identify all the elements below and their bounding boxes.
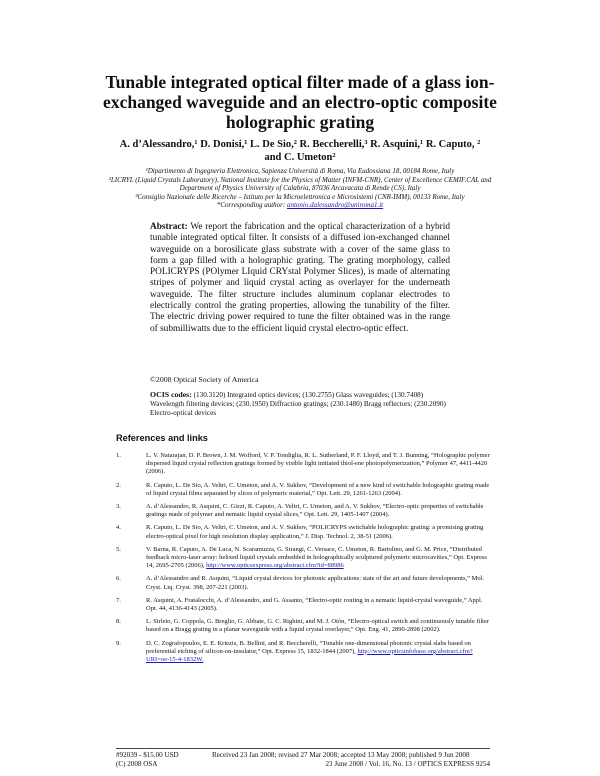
reference-text: D. C. Zografopoulos, E. E. Kriezis, B. Bellini, and R. Beccherelli, “Tunable one-dimensional photonic crystal slabs based on preferential etching of silicon-on-insulator,” Opt. Express 15, 1832-1844 (2007), [146,639,471,655]
corresponding-author [108,201,492,210]
reference-number: 4. [116,524,121,532]
paper-title: Tunable integrated optical filter made of a glass ion-exchanged waveguide and an electro-optic composite holographic grating [103,72,497,132]
reference-number: 6. [116,575,121,583]
reference-text: R. Caputo, L. De Sio, A. Veltri, C. Umeton, and A. V. Sukhov, “Development of a new kind of switchable holographic grating made of liquid crystal films separated by slices of polymeric material,” Opt. Lett. 29, 1261-1263 (2004). [146,481,490,497]
reference-number: 5. [116,545,121,553]
author-list: A. d’Alessandro,¹ D. Donisi,¹ L. De Sio,² R. Beccherelli,³ R. Asquini,¹ R. Caputo, ² and C. Umeton² [119,139,481,163]
abstract [150,222,450,335]
affiliation-1: ¹Dipartimento di Ingegneria Elettronica, Sapienza Università di Roma, Via Eudossiana 18, 00184 Rome, Italy [145,167,455,175]
affiliation-2: ²LICRYL (Liquid Crystals Laboratory), National Institute for the Physics of Matter (INFM-CNR), Center of Excellence CEMIF.CAL and Department of Physics University of Calabria, 87036 Arcavacata di Rende (CS), Italy [108,175,492,193]
ocis-codes [150,390,450,419]
reference-item [116,503,490,519]
reference-item [116,575,490,591]
reference-link[interactable]: http://www.opticsexpress.org/abstract.cfm?id=88986 [206,562,344,570]
reference-number: 7. [116,596,121,604]
reference-number: 1. [116,452,121,459]
footer-manuscript-id: #92039 - $15.00 USD [116,751,179,759]
abstract-label: Abstract: [150,222,188,232]
ocis-label: OCIS codes: [150,390,192,399]
reference-list [116,452,490,669]
reference-text: L. V. Natarajan, D. P. Brown, J. M. Wofford, V. P. Tondiglia, R. L. Sutherland, P. F. Lloyd, and T. J. Bunning, “Holographic polymer dispersed liquid crystal reflection gratings formed by visible light initiated thiol-ene photopolymerization,” Polymer 47, 4411-4420 (2006). [146,452,490,476]
reference-text: R. Asquini, A. Fratalocchi, A. d’Alessandro, and G. Assanto, “Electro-optic routing in a nematic liquid-crystal waveguide,” Appl. Opt. 44, 4136-4143 (2005). [146,596,483,613]
reference-item [116,640,490,665]
reference-number: 3. [116,503,121,511]
affiliation-3: ³Consiglio Nazionale delle Ricerche – Istituto per la Microelettronica e Microsistemi (CNR-IMM), 00133 Rome, Italy [135,192,465,201]
footer-journal-citation: 23 June 2008 / Vol. 16, No. 13 / OPTICS EXPRESS 9254 [325,760,490,768]
reference-text: L. Sirleto, G. Coppola, G. Breglio, G. Abbate, G. C. Righini, and M. J. Otón, “Electro-optical switch and continuously tunable filter based on a Bragg grating in a planar waveguide with a liquid crystal overlayer,” Opt. Eng. 41, 2890-2898 (2002). [146,618,490,634]
footer-copyright: (C) 2008 OSA [116,760,158,768]
corresponding-label: *Corresponding author: [216,201,287,210]
reference-item [116,597,490,613]
page-footer [116,751,490,769]
corresponding-email-link[interactable]: antonio.dalessandro@uniroma1.it [286,201,384,210]
reference-item [116,452,490,477]
reference-text: A. d’Alessandro, R. Asquini, C. Gizzi, R. Caputo, A. Veltri, C. Umeton, and A. V. Sukhov, “Electro-optic properties of switchable gratings made of polymer and nematic liquid crystal slices,” Opt. Lett. 29, 1405-1407 (2004). [146,503,484,519]
reference-item [116,546,490,571]
footer-divider [116,748,490,749]
abstract-text: We report the fabrication and the optical characterization of a hybrid tunable integrated optical filter. It consists of a diffused ion-exchanged channel waveguide on a borosilicate glass substrate with a cover of the same glass to form a gap filled with a holographic grating. The grating morphology, called POLICRYPS (POlymer LIquid CRYstal Polymer Slices), is made of alternating stripes of polymer and liquid crystal acting as overlayer for the underneath waveguide. The filter structure includes aluminum coplanar electrodes to electrically control the grating properties, allowing the tunability of the filter. The electric driving power required to tune the filter obtained was in the range of submilliwatts due to the efficient liquid crystal electro-optic effect. [150,222,450,334]
reference-link[interactable]: http://www.opticsinfobase.org/abstract.cfm?URI=oe-15-4-1832W. [146,647,473,664]
affiliations [108,167,492,210]
reference-item [116,482,490,498]
reference-text: R. Caputo, L. De Sio, A. Veltri, C. Umeton, and A. V. Sukhov, “POLICRYPS switchable holographic grating: a promising grating electro-optical pixel for high resolution display application,” J. Disp. Technol. 2, 38-51 (2006). [146,524,484,540]
footer-dates: Received 23 Jan 2008; revised 27 Mar 2008; accepted 13 May 2008; published 9 Jun 2008 [212,751,470,759]
reference-number: 8. [116,618,121,626]
ocis-text: (130.3120) Integrated optics devices; (130.2755) Glass waveguides; (130.7408) Wavelength filtering devices; (230.1950) Diffraction gratings; (230.1480) Bragg reflectors; (230.2090) Electro-optical devices [150,391,446,418]
reference-text: A. d’Alessandro and R. Asquini, “Liquid crystal devices for photonic applications: state of the art and future developments,” Mol. Cryst. Liq. Cryst. 398, 207-221 (2003). [146,575,485,591]
reference-item [116,524,490,540]
reference-text: V. Barna, R. Caputo, A. De Luca, N. Scaramuzza, G. Strangi, C. Versace, C. Umeton, R. Bartolino, and G. M. Price, “Distributed feedback micro-laser array: helixed liquid crystals embedded in holographically sculptured polymeric microcavities,” Opt. Express 14, 2695-2705 (2006), [146,545,487,570]
reference-number: 2. [116,481,121,489]
references-heading: References and links [116,433,208,443]
reference-number: 9. [116,639,121,647]
copyright-line: ©2008 Optical Society of America [150,375,259,384]
reference-item [116,618,490,634]
